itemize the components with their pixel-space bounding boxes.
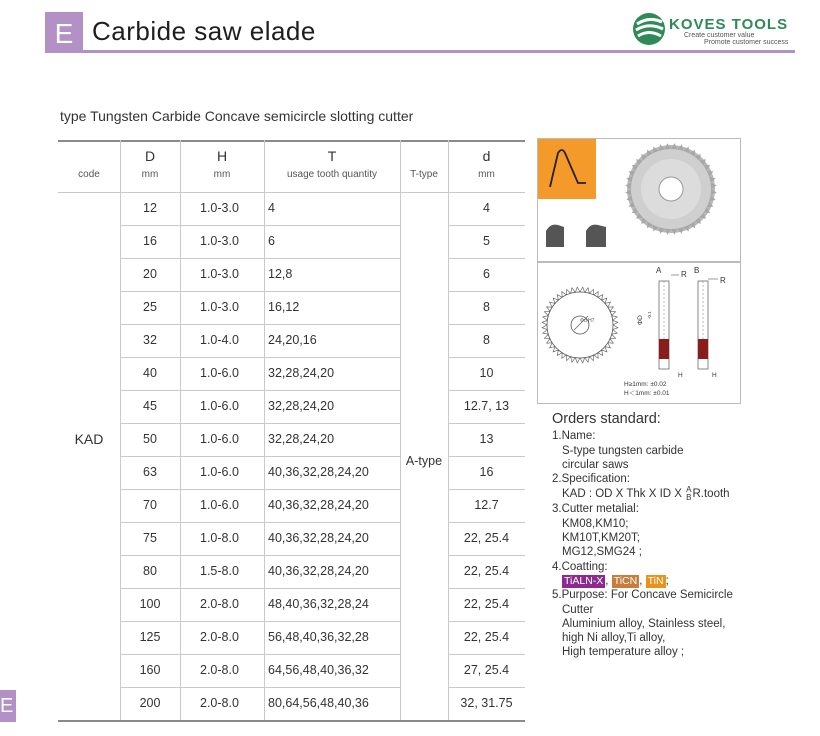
spec-a: A [686,485,692,495]
cell-diameter: 200 [139,696,161,710]
row-divider [448,489,525,490]
name-line-2: circular saws [562,458,629,471]
brand-logo [632,12,802,48]
header-unit: mm [213,169,231,180]
name-heading: 1.Name: [552,430,596,443]
coating-badge-tialn: TiALN-X [564,574,604,587]
cell-teeth: 80,64,56,48,40,36 [268,696,369,710]
row-divider [120,390,400,391]
cell-ttype: A-type [405,454,443,469]
cell-bore: 12.7 [474,498,499,512]
header-symbol: H [216,148,228,164]
row-divider [120,654,400,655]
thickness-b-label: H [712,372,717,379]
purpose-line-4: High temperature alloy ; [562,646,685,659]
material-heading: 3.Cutter metalial: [552,503,639,516]
logo-tagline-2: Promote customer success [704,39,789,46]
profile-a-label: A [656,266,662,275]
page-title: Carbide saw elade [92,16,316,46]
profile-b-label: B [694,266,700,275]
spec-prefix: KAD : OD X Thk X ID X [562,488,682,501]
row-divider [120,687,400,688]
outer-diameter-tolerance: -0.1 [647,311,652,319]
cell-teeth: 40,36,32,28,24,20 [268,531,369,545]
row-divider [448,588,525,589]
cell-thickness: 1.0-6.0 [200,498,239,512]
cell-thickness: 2.0-8.0 [200,663,239,677]
outer-diameter-label: ΦD [637,315,644,325]
cell-diameter: 63 [143,465,157,479]
cell-thickness: 1.5-8.0 [200,564,239,578]
cell-thickness: 1.0-3.0 [200,300,239,314]
cell-teeth: 48,40,36,32,28,24 [268,597,369,611]
technical-drawing-panel [537,262,741,404]
cell-teeth: 32,28,24,20 [268,432,335,446]
cell-teeth: 40,36,32,28,24,20 [268,498,369,512]
cell-diameter: 70 [143,498,157,512]
cell-thickness: 1.0-6.0 [200,432,239,446]
saw-technical-drawing [538,263,740,403]
cell-bore: 10 [479,366,494,380]
row-divider [448,225,525,226]
name-line-1: S-type tungsten carbide [562,444,684,457]
coating-heading: 4.Coatting: [552,560,608,573]
cell-diameter: 16 [143,234,157,248]
cell-diameter: 125 [139,630,161,644]
spec-suffix: R.tooth [692,488,730,501]
cell-thickness: 1.0-6.0 [200,465,239,479]
cell-thickness: 1.0-3.0 [200,234,239,248]
row-divider [120,291,400,292]
header-divider [58,192,525,193]
row-divider [120,621,400,622]
header-unit: mm [478,169,495,180]
row-divider [448,390,525,391]
tolerance-line-2: H＜1mm: ±0.01 [624,390,670,397]
row-divider [120,489,400,490]
cell-diameter: 75 [143,531,157,545]
cell-diameter: 20 [143,267,157,281]
cell-thickness: 1.0-6.0 [200,399,239,413]
tolerance-line-1: H≥1mm: ±0.02 [624,381,667,388]
cell-teeth: 40,36,32,28,24,20 [268,564,369,578]
cell-thickness: 2.0-8.0 [200,696,239,710]
radius-a-label: R [681,270,687,279]
corner-section-tab: E [0,690,16,722]
cell-bore: 22, 25.4 [463,531,510,545]
cell-diameter: 160 [139,663,161,677]
cell-diameter: 100 [139,597,161,611]
cell-diameter: 32 [143,333,157,347]
cell-code: KAD [74,431,104,447]
cell-thickness: 1.0-8.0 [200,531,239,545]
logo-tagline-1: Create customer value [684,32,755,39]
cell-teeth: 12,8 [268,267,293,281]
thickness-a-label: H [678,372,683,379]
cell-teeth: 64,56,48,40,36,32 [268,663,369,677]
cell-bore: 8 [483,333,490,347]
cell-teeth: 40,36,32,28,24,20 [268,465,369,479]
cell-diameter: 80 [143,564,157,578]
radius-b-label: R [720,276,726,285]
table-bottom-border [58,720,525,722]
section-tab: E [45,12,83,52]
header-rule [45,50,795,53]
row-divider [120,456,400,457]
material-line-1: KM08,KM10; [562,517,629,530]
column-divider [180,140,181,720]
saw-photo-illustration [538,139,740,261]
header-symbol: D [144,148,156,164]
spec-b: B [686,493,692,503]
row-divider [448,555,525,556]
cell-thickness: 2.0-8.0 [200,597,239,611]
cell-teeth: 4 [268,201,275,215]
bore-label: Φd H7 [580,318,595,324]
row-divider [120,258,400,259]
row-divider [448,621,525,622]
cell-bore: 4 [483,201,490,215]
header-unit: mm [141,169,159,180]
logo-name: KOVES TOOLS [669,16,789,33]
cell-bore: 27, 25.4 [463,663,510,677]
cell-teeth: 32,28,24,20 [268,366,335,380]
cell-bore: 22, 25.4 [463,597,510,611]
header-unit: T-type [410,169,438,180]
purpose-line-1: Cutter [562,603,594,616]
row-divider [120,423,400,424]
purpose-line-2: Aluminium alloy, Stainless steel, [562,617,726,630]
coating-badges: TiALN-X , TiCN , TiN ; [564,574,669,587]
leaf-logo-icon [632,12,666,46]
cell-diameter: 12 [143,201,157,215]
cell-bore: 13 [479,432,494,446]
header-symbol: T [327,148,337,164]
row-divider [448,654,525,655]
row-divider [448,357,525,358]
spec-fraction [686,486,691,502]
material-line-3: MG12,SMG24 ; [562,546,642,559]
cell-bore: 8 [483,300,490,314]
purpose-heading: 5.Purpose: For Concave Semicircle [552,589,733,602]
column-divider [400,140,401,720]
material-line-2: KM10T,KM20T; [562,532,640,545]
cell-teeth: 6 [268,234,275,248]
cell-bore: 22, 25.4 [463,630,510,644]
spec-heading: 2.Specification: [552,473,630,486]
cell-teeth: 56,48,40,36,32,28 [268,630,369,644]
spec-line [552,486,812,502]
row-divider [448,687,525,688]
row-divider [448,423,525,424]
cell-thickness: 1.0-6.0 [200,366,239,380]
cell-thickness: 1.0-4.0 [200,333,239,347]
coating-badge-tin: TiN [647,574,664,587]
orders-standard [552,412,812,660]
cell-teeth: 24,20,16 [268,333,317,347]
coating-badge-ticn: TiCN [613,574,638,587]
cell-diameter: 40 [143,366,157,380]
cell-diameter: 25 [143,300,157,314]
column-divider [264,140,265,720]
row-divider [448,324,525,325]
purpose-line-3: high Ni alloy,Ti alloy, [562,632,666,645]
cell-thickness: 2.0-8.0 [200,630,239,644]
cell-thickness: 1.0-3.0 [200,201,239,215]
cell-bore: 32, 31.75 [460,696,513,710]
cell-bore: 5 [483,234,490,248]
row-divider [448,258,525,259]
cell-bore: 16 [479,465,494,479]
row-divider [448,456,525,457]
row-divider [120,324,400,325]
row-divider [120,225,400,226]
header-unit: code [78,169,100,180]
cell-diameter: 45 [143,399,157,413]
row-divider [120,357,400,358]
header-unit: usage tooth quantity [286,169,378,180]
row-divider [448,522,525,523]
row-divider [120,522,400,523]
cell-bore: 6 [483,267,490,281]
row-divider [448,291,525,292]
row-divider [120,588,400,589]
cell-thickness: 1.0-3.0 [200,267,239,281]
product-subtitle: type Tungsten Carbide Concave semicircle slotting cutter [60,108,414,124]
header-symbol: d [482,148,491,164]
cell-teeth: 16,12 [268,300,300,314]
cell-bore: 22, 25.4 [463,564,510,578]
cell-bore: 12.7, 13 [463,399,510,413]
product-photo-panel [537,138,741,262]
orders-title: Orders standard: [552,411,661,427]
table-top-border [58,140,525,142]
cell-diameter: 50 [143,432,157,446]
row-divider [120,555,400,556]
cell-teeth: 32,28,24,20 [268,399,335,413]
